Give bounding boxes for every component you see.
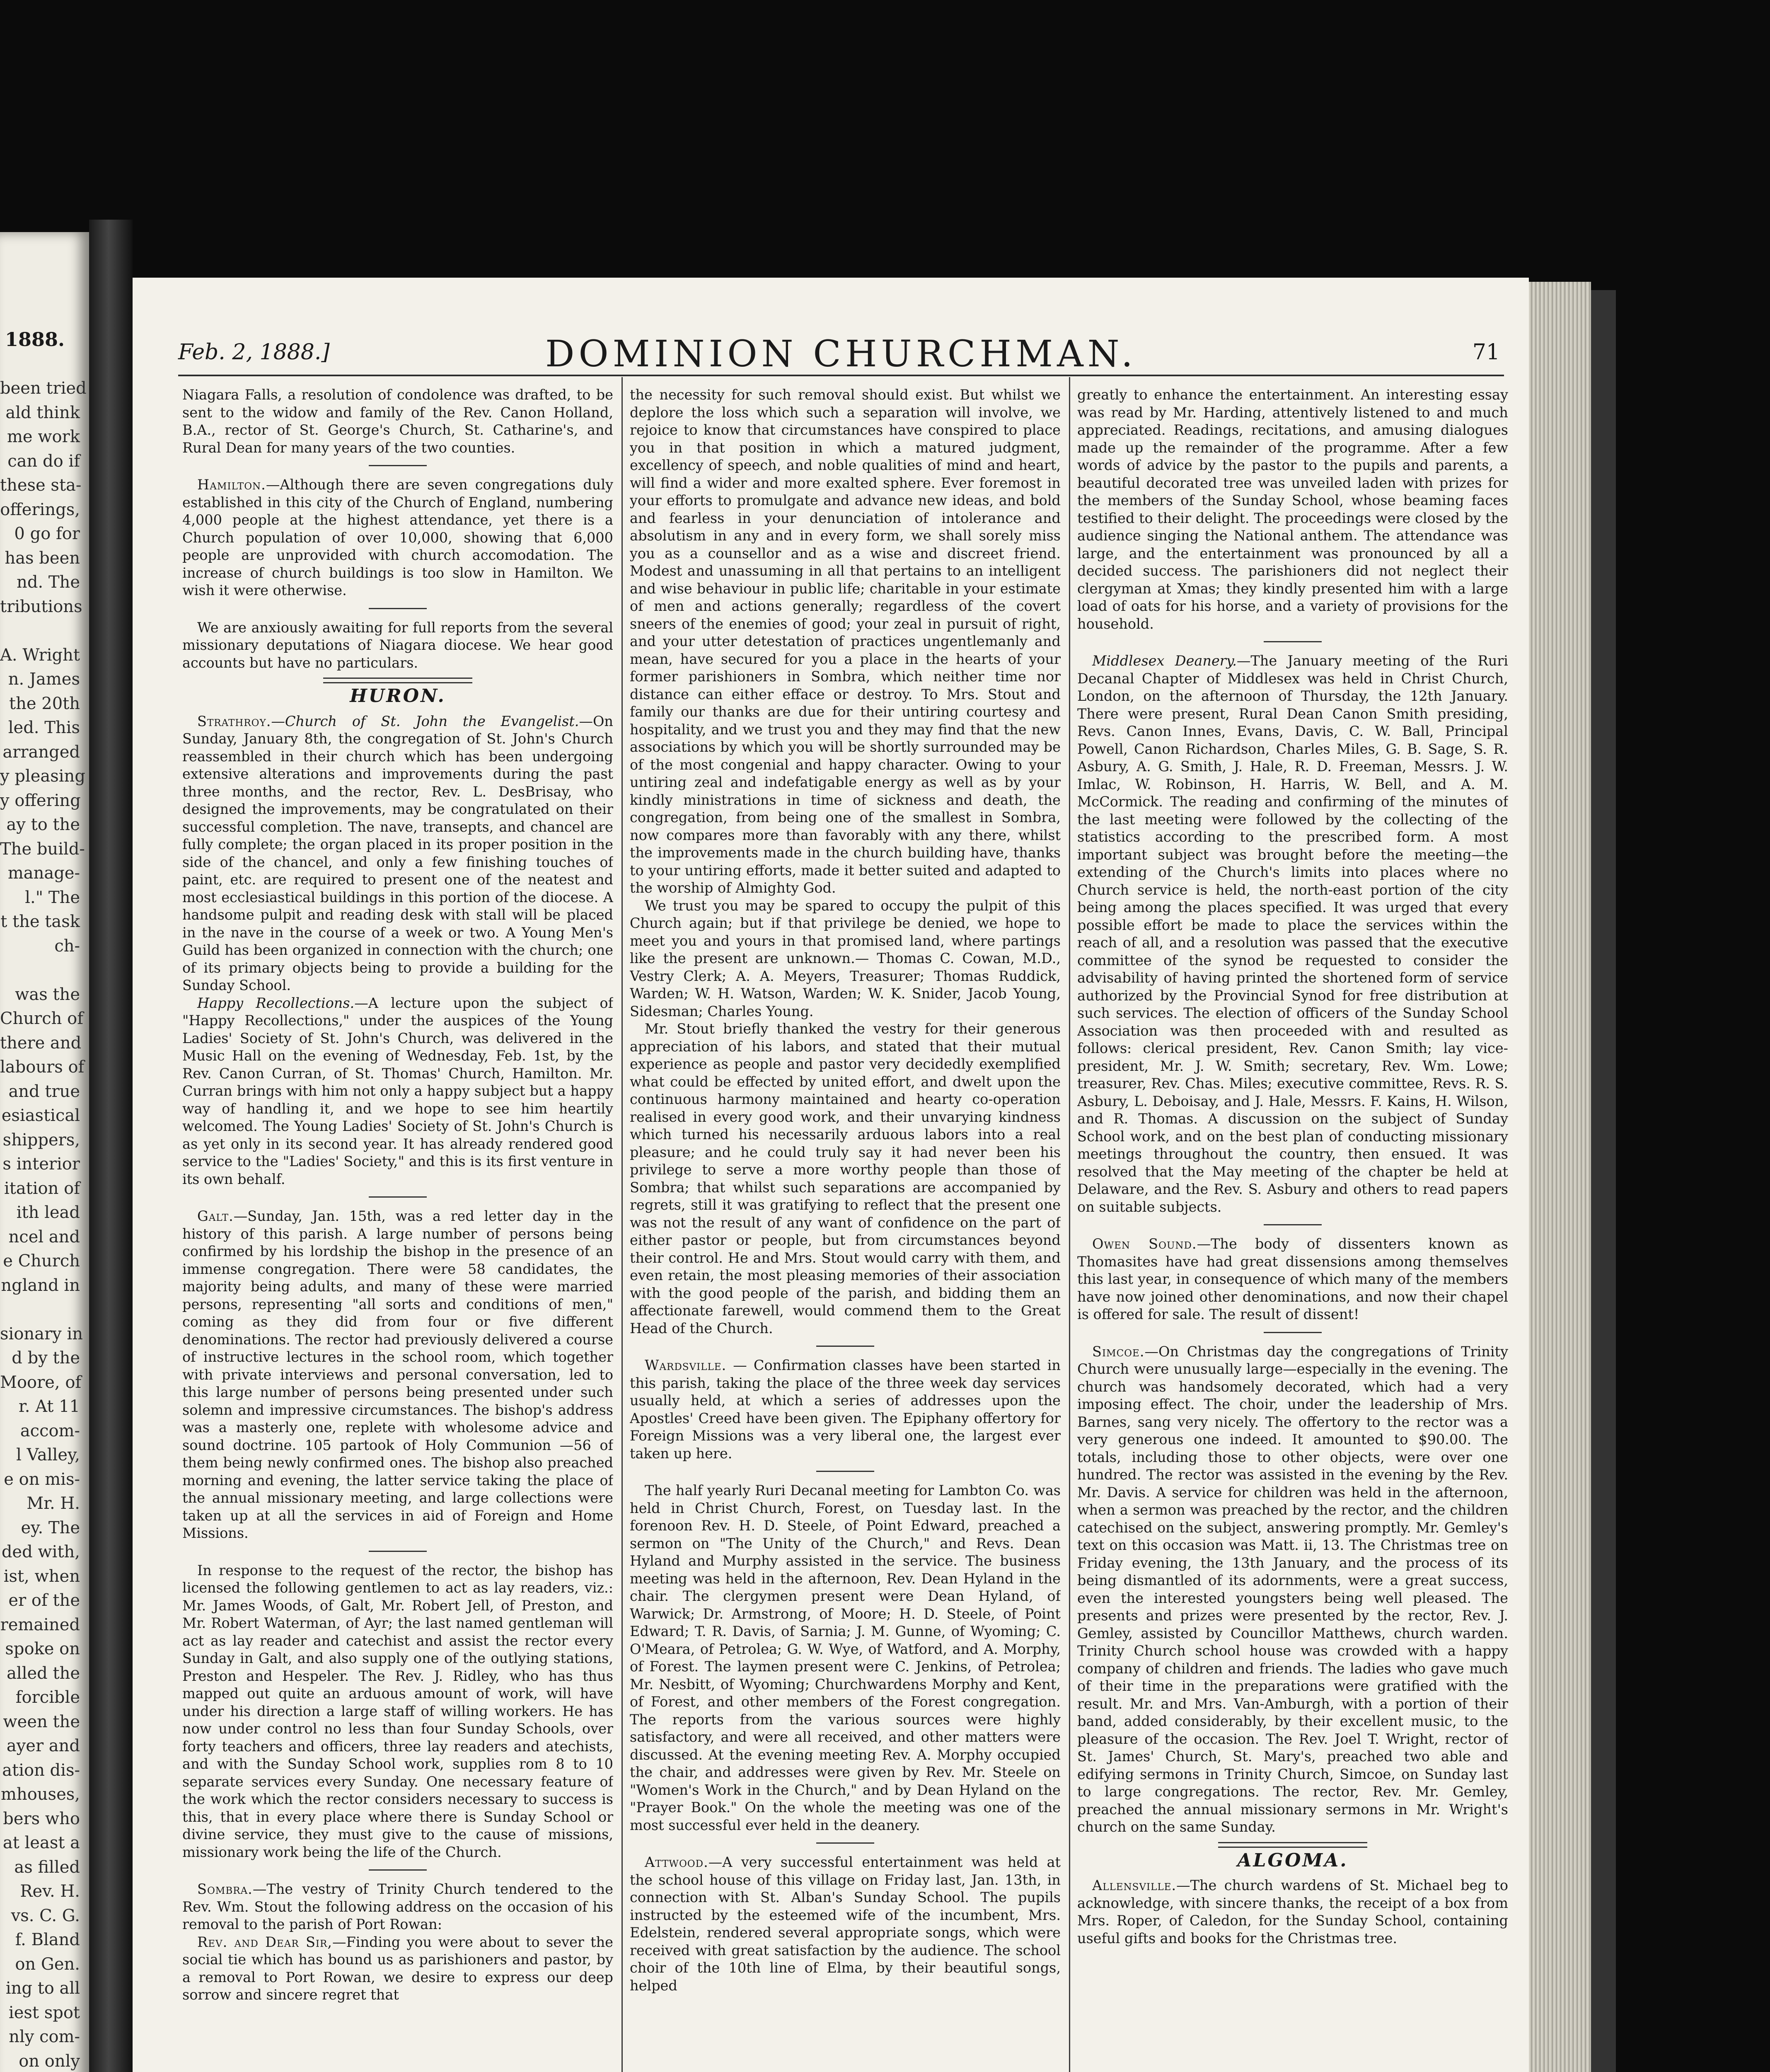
article-paragraph: greatly to enhance the entertainment. An interesting essay was read by Mr. Harding, attentively listened to and much appreciated. Readings, recitations, and amusing dialogues made up the remainder of the programme. After a few words of advice by the pastor to the pupils and parents, a beautiful decorated tree was unveiled laden with prizes for the members of the Sunday School, whose beaming faces testified to their delight. The proceedings were closed by the audience singing the National anthem. The attendance was large, and the entertainment was pronounced by all a decided success. The parishioners did not neglect their clergyman at Xmas; they kindly presented him with a large load of oats for his horse, and a variety of provisions for the household. bbox=[1077, 387, 1508, 632]
article-heading: Happy Recollections. bbox=[197, 995, 355, 1011]
facing-page-line: nly com- bbox=[9, 2027, 80, 2046]
facing-page-line: remained bbox=[0, 1615, 80, 1634]
facing-page-line: s interior bbox=[2, 1155, 80, 1174]
facing-page-line: ey. The bbox=[21, 1518, 80, 1537]
facing-page-line: sionary in bbox=[0, 1324, 83, 1343]
section-rule bbox=[323, 678, 472, 683]
facing-page-line: ith lead bbox=[16, 1203, 80, 1222]
facing-page-line: ing to all bbox=[5, 1979, 80, 1998]
issue-date: Feb. 2, 1888.] bbox=[178, 340, 330, 365]
facing-page-line: Mr. H. bbox=[27, 1494, 80, 1513]
facing-page-line: accom- bbox=[20, 1421, 80, 1440]
article-middlesex bbox=[1077, 652, 1508, 1216]
article-heading: Allensville. bbox=[1092, 1877, 1177, 1893]
column-3 bbox=[1077, 386, 1508, 2072]
facing-page-fragment bbox=[0, 232, 89, 2072]
page-number: 71 bbox=[1472, 340, 1500, 365]
article-heading: Hamilton. bbox=[197, 477, 266, 493]
article-sombra bbox=[182, 1881, 613, 1934]
facing-page-line: forcible bbox=[15, 1688, 80, 1707]
column-rule bbox=[1069, 377, 1070, 2072]
facing-page-line: ay to the bbox=[6, 815, 80, 834]
facing-page-line: alled the bbox=[7, 1663, 80, 1683]
facing-page-line: l." The bbox=[25, 888, 80, 907]
separator-rule bbox=[1264, 1224, 1322, 1225]
separator-rule bbox=[816, 1346, 874, 1347]
article-paragraph: We are anxiously awaiting for full reports from the several missionary deputations of Niagara diocese. We hear good accounts but have no particulars. bbox=[182, 619, 613, 671]
column-rule bbox=[621, 377, 623, 2072]
facing-page-line: Church of bbox=[0, 1009, 84, 1028]
facing-page-line: ald think bbox=[5, 403, 80, 422]
facing-page-line: led. This bbox=[8, 718, 80, 737]
article-strathroy bbox=[182, 713, 613, 995]
facing-page-line: 0 go for bbox=[14, 524, 80, 543]
facing-page-line: there and bbox=[0, 1033, 82, 1053]
facing-page-line: l Valley, bbox=[16, 1445, 80, 1464]
masthead-title: DOMINION CHURCHMAN. bbox=[545, 332, 1137, 375]
facing-page-line: labours of bbox=[0, 1058, 85, 1077]
article-body: —The church wardens of St. Michael beg to acknowledge, with sincere thanks, the receipt of a box from Mrs. Roper, of Caledon, for the Sunday School, containing useful gifts and books for the Christmas tree. bbox=[1077, 1877, 1508, 1946]
article-body: —A lecture upon the subject of "Happy Recollections," under the auspices of the Young Ladies' Society of St. John's Church, was delivered in the Music Hall on the evening of Wednesday, Feb. 1st, by the Rev. Canon Curran, of St. Thomas' Church, Hamilton. Mr. Curran brings with him not only a happy subject but a happy way of handling it, and we hope to see him heartily welcomed. The Young Ladies' Society of St. John's Church is as yet only in its second year. It has already rendered good service to the "Ladies' Society," and this is its first venture in its own behalf. bbox=[182, 995, 613, 1187]
facing-page-line: er of the bbox=[8, 1591, 80, 1610]
facing-page-line bbox=[0, 619, 89, 643]
separator-rule bbox=[369, 1869, 427, 1871]
facing-page-line: iest spot bbox=[8, 2003, 80, 2022]
newspaper-page bbox=[133, 278, 1529, 2072]
facing-page-line: ncel and bbox=[8, 1227, 80, 1247]
article-heading: Sombra. bbox=[197, 1881, 253, 1897]
facing-page-line: y pleasing bbox=[0, 767, 85, 786]
article-heading: Simcoe. bbox=[1092, 1343, 1145, 1360]
article-address bbox=[182, 1934, 613, 2004]
article-heading: Rev. and Dear Sir, bbox=[197, 1934, 332, 1950]
facing-page-line: on Gen. bbox=[15, 1954, 80, 1974]
separator-rule bbox=[816, 1842, 874, 1844]
facing-page-line: can do if bbox=[7, 451, 80, 471]
facing-page-line: The build- bbox=[0, 839, 85, 859]
header-rule bbox=[178, 375, 1504, 376]
facing-page-line: as filled bbox=[14, 1857, 80, 1877]
article-paragraph: Niagara Falls, a resolution of condolence was drafted, to be sent to the widow and family of the Rev. Canon Holland, B.A., rector of St. George's Church, St. Catharine's, and Rural Dean for many years of the two counties. bbox=[182, 387, 613, 456]
facing-page-line: ch- bbox=[54, 936, 80, 956]
facing-page-line: e Church bbox=[3, 1251, 80, 1271]
article-paragraph: In response to the request of the rector, the bishop has licensed the following gentlemen to act as lay readers, viz.: Mr. James Woods, of Galt, Mr. Robert Jell, of Preston, and Mr. Robert Waterman, of Ayr; the last named gentleman will act as lay reader and catechist and assist the rector every Sunday in Galt, and also supply one of the outlying stations, Preston and Hespeler. The Rev. J. Ridley, who has thus mapped out quite an arduous amount of work, will have under his direction a large staff of willing workers. He has now under control no less than four Sunday Schools, over forty teachers and officers, three lay readers and atechists, and with the Sunday School work, supplies rom 8 to 10 separate services every Sunday. One necessary feature of the work which the rector considers necessary to success is this, that in every place where there is Sunday School or divine service, they must give to the cause of missions, missionary work being the life of the Church. bbox=[182, 1562, 613, 1860]
facing-page-line: bers who bbox=[3, 1809, 80, 1828]
article-simcoe bbox=[1077, 1343, 1508, 1836]
facing-page-line: Moore, of bbox=[0, 1372, 82, 1392]
facing-page-line: t the task bbox=[0, 912, 80, 931]
section-rule bbox=[1218, 1842, 1367, 1848]
article-heading: Strathroy. bbox=[197, 713, 271, 729]
article-body: —The vestry of Trinity Church tendered to the Rev. Wm. Stout the following address on the occasion of his removal to the parish of Port Rowan: bbox=[182, 1881, 613, 1932]
article-galt bbox=[182, 1208, 613, 1542]
article-paragraph: We trust you may be spared to occupy the pulpit of this Church again; but if that privilege be denied, we hope to meet you and yours in that promised land, where partings like the present are unknown.— Thomas C. Cowan, M.D., Vestry Clerk; A. A. Meyers, Treasurer; Thomas Ruddick, Warden; W. H. Watson, Warden; W. K. Snider, Jacob Young, Sidesman; Charles Young. bbox=[630, 897, 1061, 1019]
article-body: —Sunday, Jan. 15th, was a red letter day in the history of this parish. A large number of persons being confirmed by his lordship the bishop in the presence of an immense congregation. There were 58 candidates, the majority being adults, and many of these were married persons, representing "all sorts and conditions of men," coming as they did from four or five different denominations. The rector had previously delivered a course of instructive lectures in the school room, which together with private interviews and personal conversation, led to this large number of persons being presented under such solemn and impressive circumstances. The bishop's address was a masterly one, replete with wholesome advice and sound doctrine. 105 partook of Holy Communion —56 of them being newly confirmed ones. The bishop also preached morning and evening, the latter service taking the place of the annual missionary meeting, and large collections were taken up at all the services in aid of Foreign and Home Missions. bbox=[182, 1208, 613, 1541]
separator-rule bbox=[369, 465, 427, 466]
article-attwood bbox=[630, 1854, 1061, 1995]
article-body: — Confirmation classes have been started in this parish, taking the place of the three week day services usually held, at which a series of addresses upon the Apostles' Creed have been given. The Epiphany offertory for Foreign Missions was a very liberal one, the largest ever taken up here. bbox=[630, 1357, 1061, 1462]
article-heading: Galt. bbox=[197, 1208, 234, 1224]
article-subheading: —Church of St. John the Evangelist. bbox=[271, 713, 579, 729]
facing-page-line: A. Wright bbox=[0, 645, 80, 665]
article-heading: Wardsville. bbox=[645, 1357, 727, 1373]
facing-page-line: offerings, bbox=[0, 500, 80, 519]
article-paragraph: The half yearly Ruri Decanal meeting for Lambton Co. was held in Christ Church, Forest, on Tuesday last. In the forenoon Rev. H. D. Steele, of Point Edward, preached a sermon on "The Unity of the Church," and Revs. Dean Hyland and Murphy assisted in the service. The business meeting was held in the afternoon, Rev. Dean Hyland in the chair. The clergymen present were Dean Hyland, of Warwick; Dr. Armstrong, of Moore; H. D. Steele, of Point Edward; T. R. Davis, of Sarnia; J. M. Gunne, of Wyoming; C. O'Meara, of Petrolea; G. W. Wye, of Watford, and A. Morphy, of Forest. The laymen present were C. Jenkins, of Petrolea; Mr. Nesbitt, of Wyoming; Churchwardens Morphy and Kent, of Forest, and other members of the Forest congregation. The reports from the various sources were highly satisfactory, and were all received, and other matters were discussed. At the evening meeting Rev. A. Morphy occupied the chair, and addresses were given by Rev. Mr. Steele on "Women's Work in the Church," and by Dean Hyland on the "Prayer Book." On the whole the meeting was one of the most successful ever held in the deanery. bbox=[630, 1482, 1061, 1833]
facing-page-line bbox=[0, 958, 89, 983]
facing-page-line: me work bbox=[7, 427, 80, 446]
facing-page-line: d by the bbox=[12, 1348, 80, 1368]
facing-page-line: on only bbox=[19, 2051, 80, 2071]
facing-page-line: n. James bbox=[8, 670, 80, 689]
facing-page-line: ist, when bbox=[3, 1566, 80, 1586]
page-header bbox=[174, 327, 1508, 373]
article-body: —On Sunday, January 8th, the congregation of St. John's Church reassembled in their church which has been undergoing extensive alterations and improvements during the past three months, and the rector, Rev. L. DesBrisay, who designed the improvements, may be congratulated on their successful completion. The nave, transepts, and chancel are fully complete; the organ placed in its proper position in the side of the chancel, and only a few finishing touches of paint, etc. are required to present one of the neatest and most ecclesiastical buildings in this portion of the diocese. A handsome pulpit and reading desk with stall will be placed in the nave in the course of a week or two. A Young Men's Guild has been organized in connection with the church; one of its primary objects being to provide a building for the Sunday School. bbox=[182, 713, 613, 993]
article-heading: Attwood. bbox=[645, 1854, 708, 1870]
separator-rule bbox=[1264, 1332, 1322, 1333]
article-paragraph: Mr. Stout briefly thanked the vestry for their generous appreciation of his labors, and stated that their mutual experience as people and pastor very decidedly exemplified what could be effected by united effort, and dwelt upon the continuous harmony maintained and hearty co-operation realised in every good work, and their unvarying kindness which turned his necessarily arduous labors into a real pleasure; and he could truly say it had never been his privilege to serve a more worthy people than those of Sombra; that whilst such separations are accompanied by regrets, still it was gratifying to reflect that the present one was not the result of any want of confidence on the part of either pastor or people, but from circumstances beyond their control. He and Mrs. Stout would carry with them, and even retain, the most pleasing memories of their association with the good people of the parish, and bidding them an affectionate farewell, would commend them to the Great Head of the Church. bbox=[630, 1021, 1061, 1336]
article-body: —The January meeting of the Ruri Decanal Chapter of Middlesex was held in Christ Church, London, on the afternoon of Thursday, the 12th January. There were present, Rural Dean Canon Smith presiding, Revs. Canon Innes, Evans, Davis, C. W. Ball, Principal Powell, Canon Richardson, Charles Miles, G. B. Sage, S. R. Asbury, A. G. Smith, J. Hale, R. D. Freeman, Messrs. J. W. Imlac, W. Robinson, H. Harris, W. Bell, and A. M. McCormick. The reading and confirming of the minutes of the last meeting were followed by the collecting of the statistics according to the prescribed form. A most important subject was brought before the meeting—the extending of the Church's limits into places where no Church service is held, the north-east portion of the city being among the places specified. It was urged that every possible effort be made to place the services within the reach of all, and a resolution was passed that the executive committee of the synod be requested to consider the advisability of having printed the shortened form of service authorized by the Provincial Synod for free distribution at such services. The election of officers of the Sunday School Association was then proceeded with and resulted as follows: clerical president, Rev. Canon Smith; lay vice-president, Mr. J. W. Smith; secretary, Rev. Wm. Lowe; treasurer, Rev. Chas. Miles; executive committee, Revs. R. S. Asbury, L. Deboisay, and J. Hale, Messrs. F. Kains, H. Wilson, and R. Thomas. A discussion on the subject of Sunday School work, and on the best plan of conducting missionary meetings throughout the country, then ensued. It was resolved that the May meeting of the chapter be held at Delaware, and the Rev. S. Asbury and others to read papers on suitable subjects. bbox=[1077, 653, 1508, 1215]
column-2 bbox=[630, 386, 1061, 2072]
section-title-huron: HURON. bbox=[350, 685, 446, 707]
article-body: —Finding you were about to sever the social tie which has bound us as parishioners and pastor, by a removal to Port Rowan, we desire to express our deep sorrow and sincere regret that bbox=[182, 1934, 613, 2003]
article-allensville bbox=[1077, 1877, 1508, 1947]
article-body: —The body of dissenters known as Thomasites have had great dissensions among themselves this last year, in consequence of which many of the members have now joined other denominations, and now their chapel is offered for sale. The result of dissent! bbox=[1077, 1236, 1508, 1322]
page-stack-edge bbox=[1529, 282, 1591, 2072]
facing-page-line: y offering bbox=[0, 791, 81, 810]
facing-page-line: ngland in bbox=[1, 1276, 80, 1295]
facing-page-line: f. Bland bbox=[15, 1930, 80, 1949]
facing-page-line: ded with, bbox=[1, 1542, 80, 1561]
article-happy-recollections bbox=[182, 995, 613, 1188]
facing-page-line: arranged bbox=[2, 742, 80, 762]
article-body: —A very successful entertainment was held at the school house of this village on Friday last, Jan. 13th, in connection with St. Alban's Sunday School. The pupils instructed by the esteemed wife of the incumbent, Mrs. Edelstein, rendered several appropriate songs, which were received with great satisfaction by the audience. The school choir of the 10th line of Elma, by their beautiful songs, helped bbox=[630, 1854, 1061, 1994]
facing-page-line: was the bbox=[15, 985, 80, 1004]
facing-page-line: ween the bbox=[3, 1712, 80, 1731]
facing-page-line: the 20th bbox=[9, 694, 80, 713]
article-paragraph: the necessity for such removal should exist. But whilst we deplore the loss which such a separation will involve, we rejoice to know that circumstances have conspired to place you in that position in which a matured judgment, excellency of speech, and noble qualities of mind and heart, will find a wider and more exalted sphere. Ever foremost in your efforts to promulgate and advance new ideas, and bold and fearless in your denunciation of intolerance and absolutism in any and in every form, we shall sorely miss you as a counsellor and as a wise and discreet friend. Modest and unassuming in all that pertains to an intelligent and wise behaviour in public life; charitable in your estimate of men and actions generally; regardless of the covert sneers of the enemies of good; your zeal in pursuit of right, and your utter detestation of practices ungentlemanly and mean, have secured for you a place in the hearts of your former parishioners in Sombra, which neither time nor distance can either efface or destroy. To Mrs. Stout and family our thanks are due for their untiring courtesy and hospitality, and we trust you and they may find that the new associations by which you will be shortly surrounded may be of the most congenial and happy character. Owing to your untiring zeal and indefatigable energy as well as by your kindly ministrations in time of sickness and death, the congregation, from being one of the smallest in Sombra, now compares more than favorably with any there, whilst the improvements made in the church building have, thanks to your untiring efforts, made it better suited and adapted to the worship of Almighty God. bbox=[630, 387, 1061, 896]
separator-rule bbox=[816, 1471, 874, 1472]
facing-page-line: and true bbox=[8, 1082, 80, 1101]
separator-rule bbox=[369, 1551, 427, 1552]
facing-page-line: ation dis- bbox=[2, 1760, 80, 1780]
column-1 bbox=[182, 386, 613, 2072]
separator-rule bbox=[1264, 641, 1322, 642]
facing-page-line: esiastical bbox=[1, 1106, 80, 1125]
facing-page-year: 1888. bbox=[5, 328, 65, 351]
facing-page-line: has been bbox=[5, 548, 80, 568]
facing-page-line: at least a bbox=[2, 1833, 80, 1852]
facing-page-text bbox=[0, 376, 89, 2072]
facing-page-line: mhouses, bbox=[1, 1785, 80, 1804]
section-title-algoma: ALGOMA. bbox=[1237, 1849, 1348, 1871]
article-hamilton bbox=[182, 476, 613, 600]
facing-page-line: spoke on bbox=[5, 1639, 80, 1658]
facing-page-line: shippers, bbox=[2, 1130, 80, 1150]
facing-page-line: nd. The bbox=[17, 573, 80, 592]
facing-page-line: itation of bbox=[4, 1179, 80, 1198]
facing-page-line: e on mis- bbox=[4, 1469, 80, 1489]
facing-page-line: r. At 11 bbox=[18, 1397, 80, 1416]
facing-page-line bbox=[0, 1297, 89, 1322]
article-heading: Owen Sound. bbox=[1092, 1236, 1197, 1252]
article-body: —Although there are seven congregations duly established in this city of the Church of England, numbering 4,000 people at the highest attendance, yet there is a Church population of over 10,000, showing that 6,000 people are unprovided with church accomodation. The increase of church buildings is too slow in Hamilton. We wish it were otherwise. bbox=[182, 477, 613, 598]
article-body: —On Christmas day the congregations of Trinity Church were unusually large—especially in the evening. The church was handsomely decorated, which had a very imposing effect. The choir, under the leadership of Mrs. Barnes, sang very nicely. The offertory to the rector was a very generous one indeed. It amounted to $90.00. The totals, including those to other objects, were over one hundred. The rector was assisted in the evening by the Rev. Mr. Davis. A service for children was held in the afternoon, when a sermon was preached by the rector, and the children catechised on the subject, answering promptly. Mr. Gemley's text on this occasion was Matt. ii, 13. The Christmas tree on Friday evening, the 13th January, and the process of its being dismantled of its adornments, were a great success, even the interested youngsters being well pleased. The presents and prizes were presented by the rector, Rev. J. Gemley, assisted by Councillor Matthews, church warden. Trinity Church school house was crowded with a happy company of children and friends. The ladies who gave much of their time in the preparations were gratified with the result. Mr. and Mrs. Van-Amburgh, with a portion of their band, added considerably, by their excellent music, to the pleasure of the occasion. The Rev. Joel T. Wright, rector of St. James' Church, St. Mary's, preached two able and edifying sermons in Trinity Church, Simcoe, on Sunday last to large congregations. The rector, Rev. Mr. Gemley, preached the annual missionary sermons in Mr. Wright's church on the same Sunday. bbox=[1077, 1343, 1508, 1835]
separator-rule bbox=[369, 1196, 427, 1198]
facing-page-line: vs. C. G. bbox=[11, 1906, 80, 1925]
facing-page-line: tributions bbox=[0, 597, 82, 616]
book-gutter bbox=[89, 220, 133, 2072]
article-heading: Middlesex Deanery. bbox=[1092, 653, 1237, 669]
edge-shadow bbox=[1591, 290, 1616, 2072]
article-wardsville bbox=[630, 1357, 1061, 1462]
facing-page-line: ayer and bbox=[6, 1736, 80, 1755]
facing-page-line: these sta- bbox=[0, 476, 82, 495]
article-owen-sound bbox=[1077, 1235, 1508, 1324]
facing-page-line: manage- bbox=[7, 864, 80, 883]
facing-page-line: been tried bbox=[0, 379, 87, 398]
facing-page-line: Rev. H. bbox=[20, 1882, 80, 1901]
separator-rule bbox=[369, 608, 427, 609]
